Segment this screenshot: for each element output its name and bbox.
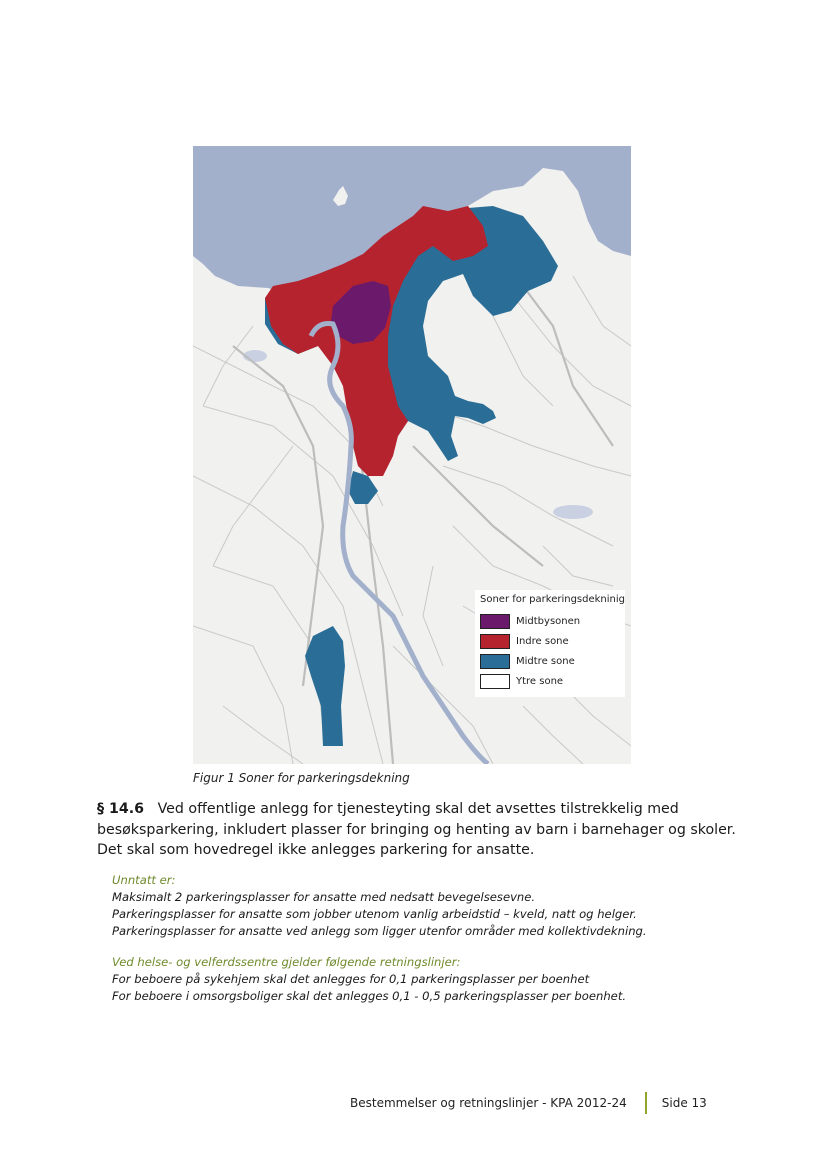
legend-item [480,651,621,671]
exception-line: Parkeringsplasser for ansatte som jobber utenom vanlig arbeidstid – kveld, natt og helger. [112,907,637,921]
legend-title: Soner for parkeringsdekninig [480,594,626,605]
footer-divider [645,1092,647,1114]
swatch-midtre [480,654,510,669]
page-footer [350,1092,707,1114]
guideline-line: For beboere i omsorgsboliger skal det anlegges 0,1 - 0,5 parkeringsplasser per boenhet. [112,989,627,1003]
section-paragraph [97,799,737,861]
legend-label: Midtbysonen [516,615,581,627]
guidelines-block [112,954,732,1005]
swatch-midtby [480,614,510,629]
lake [553,505,593,519]
legend-label: Indre sone [516,635,569,647]
legend-item [480,671,621,691]
footer-title: Bestemmelser og retningslinjer - KPA 2012-24 [350,1096,627,1110]
swatch-ytre [480,674,510,689]
legend-item [480,631,621,651]
guideline-line: For beboere på sykehjem skal det anlegges for 0,1 parkeringsplasser per boenhet [112,972,590,986]
page-number: Side 13 [661,1096,707,1110]
exception-line: Maksimalt 2 parkeringsplasser for ansatte med nedsatt bevegelsesevne. [112,890,536,904]
exceptions-block [112,872,732,940]
swatch-indre [480,634,510,649]
figure-caption: Figur 1 Soner for parkeringsdekning [193,771,410,785]
zone-map [193,146,631,764]
legend-label: Midtre sone [516,655,575,667]
guidelines-heading: Ved helse- og velferdssentre gjelder følgende retningslinjer: [112,955,461,969]
section-text: Ved offentlige anlegg for tjenesteyting skal det avsettes tilstrekkelig med besøksparkering, inkludert plasser for bringing og henting av barn i barnehager og skoler. Det skal som hovedregel ikke anlegges parkering for ansatte. [97,801,736,858]
exception-line: Parkeringsplasser for ansatte ved anlegg som ligger utenfor områder med kollektivdekning. [112,924,647,938]
map-legend [475,590,625,697]
legend-item [480,611,621,631]
legend-label: Ytre sone [516,675,564,687]
exceptions-heading: Unntatt er: [112,873,176,887]
section-number: § 14.6 [97,801,145,817]
